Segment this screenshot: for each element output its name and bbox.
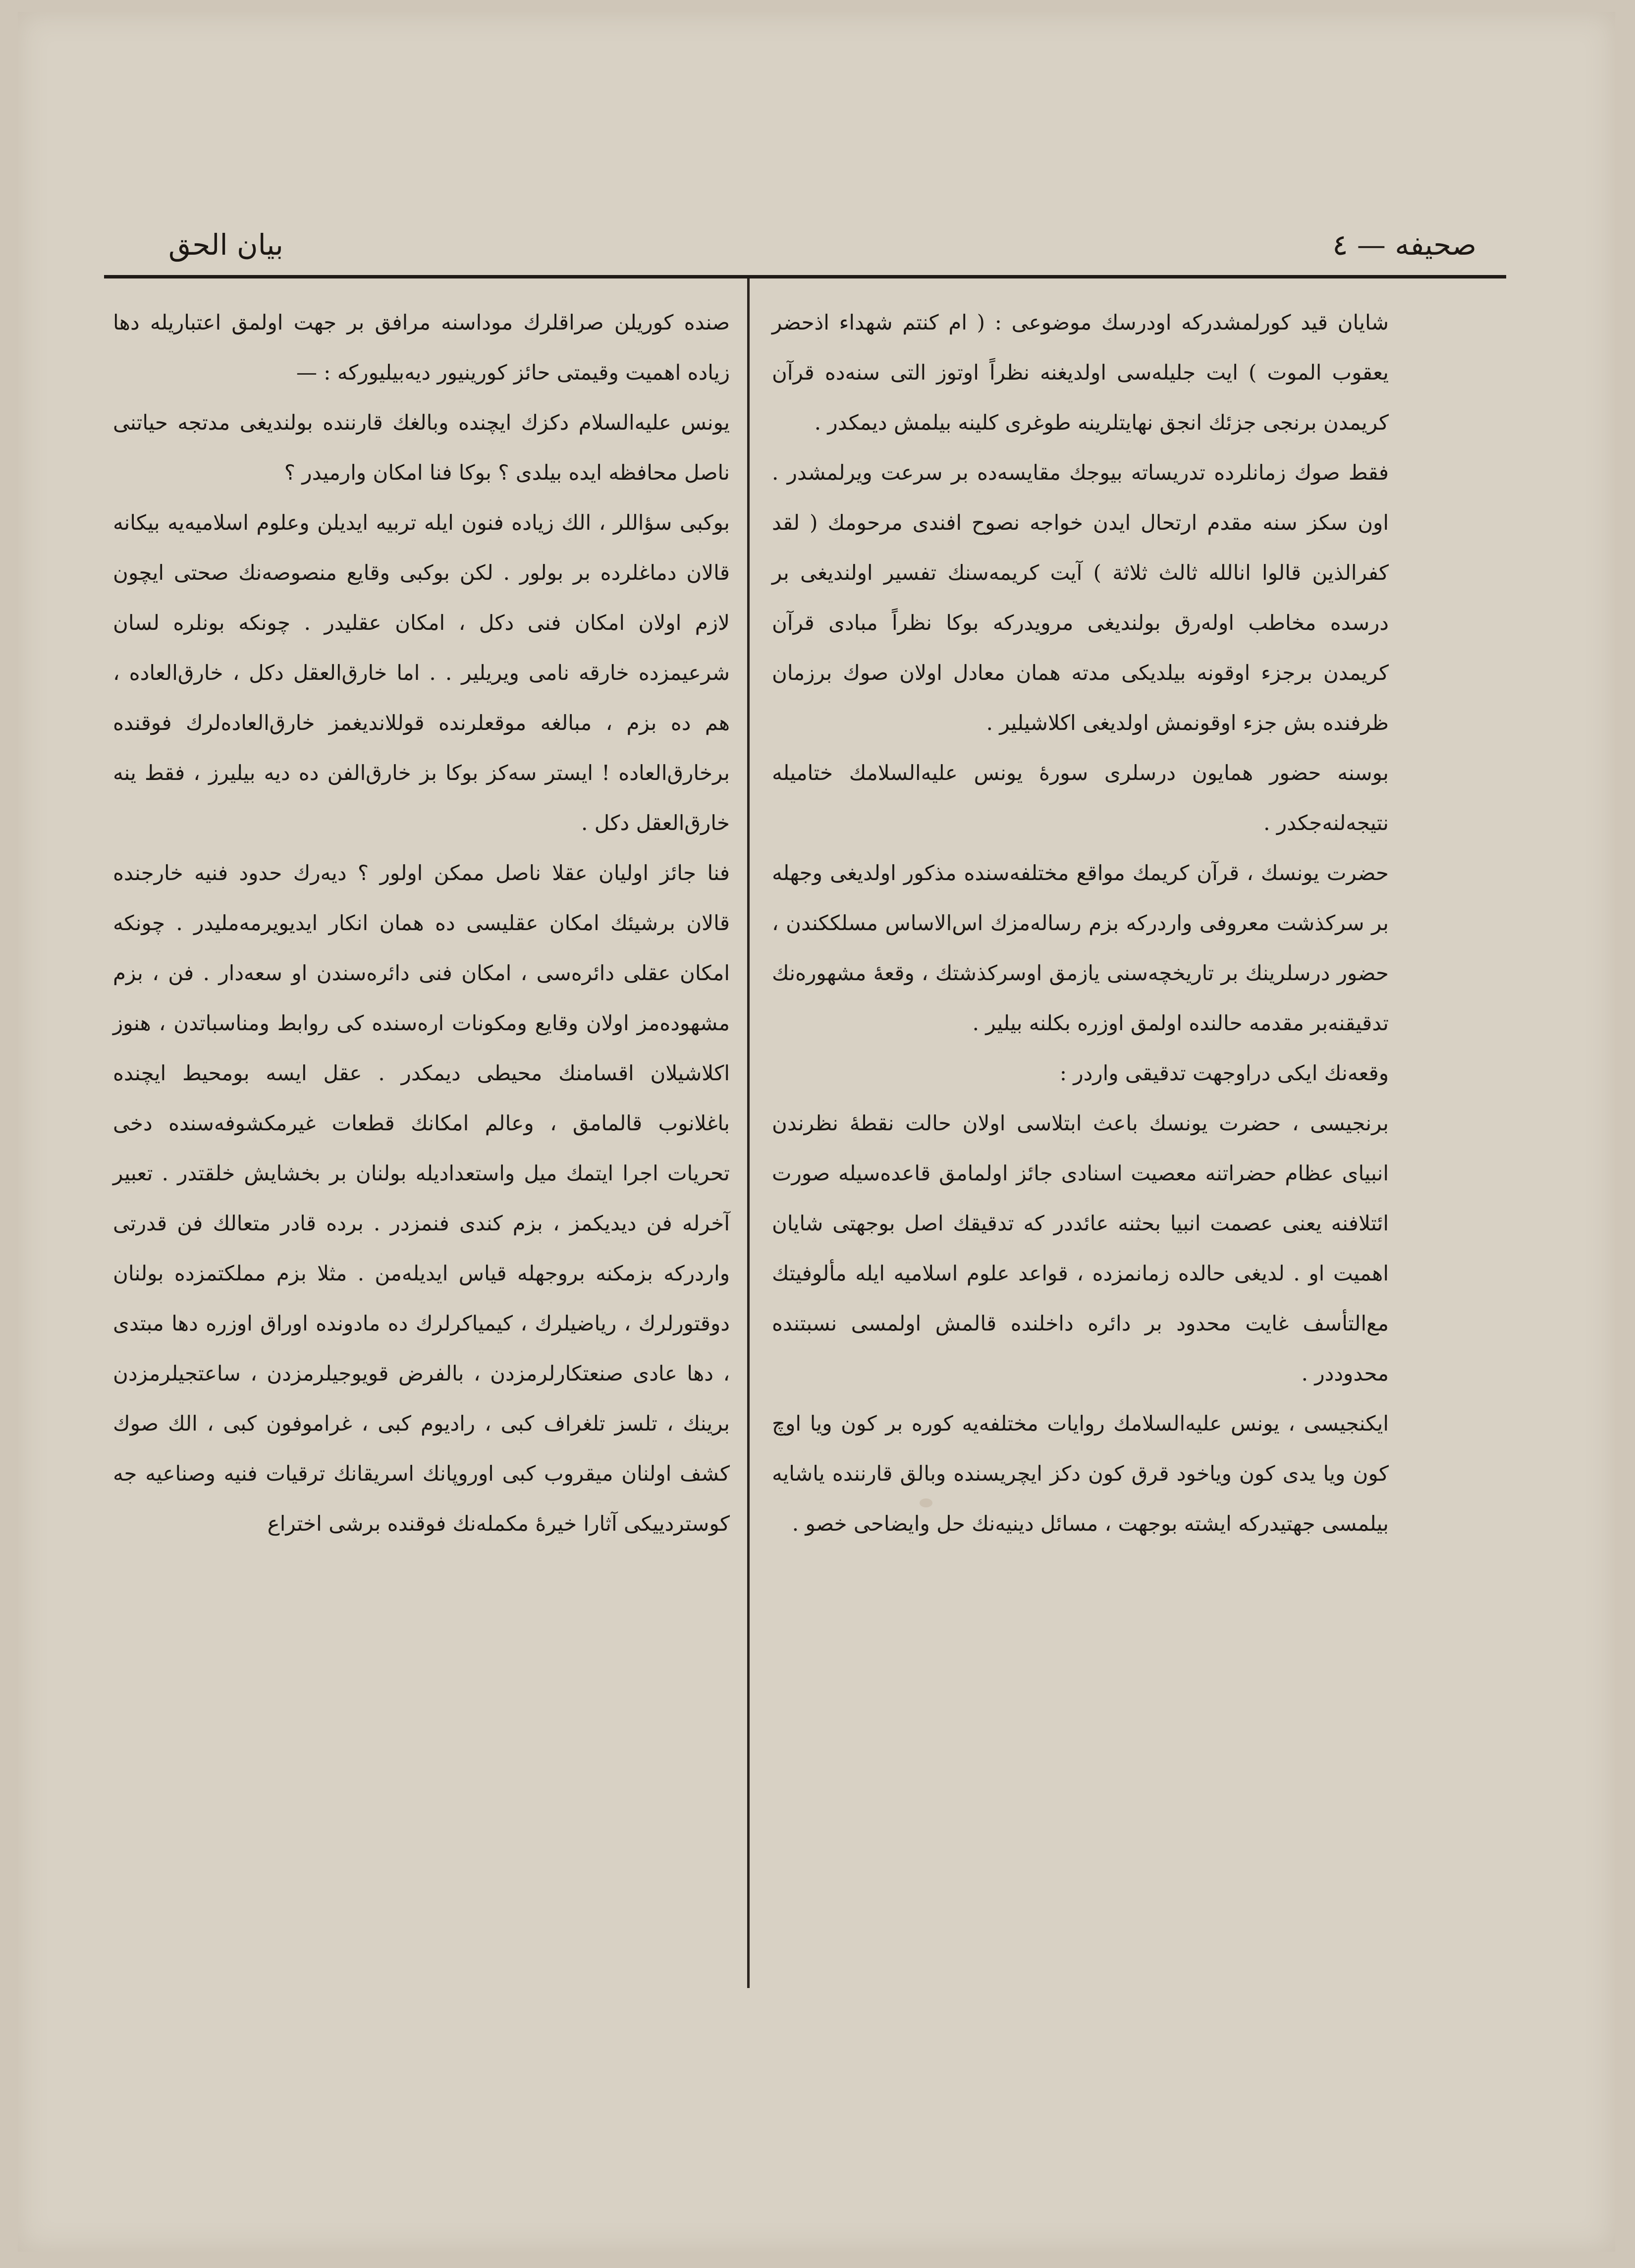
paragraph: حضرت يونسك ، قرآن كريمك مواقع مختلفه‌سنده مذكور اولديغى وجهله بر سركذشت معروفى واردركه بزم رساله‌مزك اس‌الاساس مسلككندن ، حضور درسلرينك بر تاريخچه‌سنى يازمق اوسركذشتك ، وقعهٔ مشهوره‌نك تدقيقنه‌بر مقدمه حالنده اولمق اوزره بكلنه بيلير . bbox=[772, 861, 1389, 1035]
publication-title: بيان الحق bbox=[168, 228, 283, 262]
paragraph: صنده كوريلن صراقلرك موداسنه مرافق بر جهت اولمق اعتباريله دها زياده اهميت وقيمتى حائز كورينيور ديه‌بيليوركه : — bbox=[113, 310, 730, 385]
paragraph: ايكنجيسى ، يونس عليه‌السلامك روايات مختلفه‌يه كوره بر كون ويا اوچ كون ويا يدى كون وياخود قرق كون دكز ايچريسنده وبالق قارننده ياشايه بيلمسى جهتيدركه ايشته بوجهت ، مسائل دينيه‌نك حل وايضاحى خصو . bbox=[772, 1411, 1389, 1536]
left-column bbox=[113, 297, 730, 1549]
paragraph: برنجيسى ، حضرت يونسك باعث ابتلاسى اولان حالت نقطهٔ نظرندن انبياى عظام حضراتنه معصيت اسنادى جائز اولمامق قاعده‌سيله صورت ائتلافنه يعنى عصمت انبيا بحثنه عائددر كه تدقيقك اصل بوجهتى شايان اهميت او . لديغى حالده زمانمزده ، قواعد علوم اسلاميه ايله مألوفيتك مع‌التأسف غايت محدود بر دائره داخلنده قالمش اولمسى نسبتنده محدوددر . bbox=[772, 1111, 1389, 1385]
paragraph: فقط صوك زمانلرده تدريساته بيوجك مقايسه‌ده بر سرعت ويرلمشدر . اون سكز سنه مقدم ارتحال ايدن خواجه نصوح افندى مرحومك ( لقد كفرالذين قالوا انالله ثالث ثلاثة ) آيت كريمه‌سنك تفسير اولنديغى بر درسده مخاطب اولەرق بولنديغى مرويدركه بوكا نظراً مبادى قرآن كريمدن برجزء اوقونه بيلديكى مدته همان معادل اولان صوك برزمان ظرفنده بش جزء اوقونمش اولديغى اكلاشيلير . bbox=[772, 460, 1389, 735]
paragraph: يونس عليه‌السلام دكزك ايچنده وبالغك قارننده بولنديغى مدتجه حياتنى ناصل محافظه ايده بيلدى ؟ بوكا فنا امكان وارميدر ؟ bbox=[113, 410, 730, 485]
page-number: صحيفه — ٤ bbox=[1332, 228, 1476, 262]
right-column bbox=[772, 297, 1389, 1549]
paragraph: بوسنه حضور همايون درسلرى سورهٔ يونس عليه‌السلامك ختاميله نتيجه‌لنه‌جكدر . bbox=[772, 761, 1389, 835]
page-header bbox=[104, 218, 1506, 273]
paragraph: فنا جائز اوليان عقلا ناصل ممكن اولور ؟ ديه‌رك حدود فنيه خارجنده قالان برشيئك امكان عقليسى ده همان انكار ايديويرمه‌مليدر . چونكه امكان عقلى دائره‌سى ، امكان فنى دائره‌سندن او سعه‌دار . فن ، بزم مشهوده‌مز اولان وقايع ومكونات ارەسنده كى روابط ومناسباتدن ، هنوز اكلاشيلان اقسامنك محيطى ديمكدر . عقل ايسه بومحيط ايچنده باغلانوب قالمامق ، وعالم امكانك قطعات غيرمكشوفه‌سنده دخى تحريات اجرا ايتمك ميل واستعداديله بولنان بر بخشايش خلقتدر . تعبير آخرله فن ديديكمز ، بزم كندى فنمزدر . برده قادر متعالك فن قدرتى واردركه بزمكنه بروجهله قياس ايديله‌من . مثلا بزم مملكتمزده بولنان دوقتورلرك ، رياضيلرك ، كيمياكرلرك ده مادونده اوراق اوزره دها مبتدى ، دها عادى صنعتكارلرمزدن ، بالفرض قويوجيلرمزدن ، ساعتجيلرمزدن برينك ، تلسز تلغراف كبى ، راديوم كبى ، غراموفون كبى ، الك صوك كشف اولنان ميقروب كبى اوروپانك اسريقانك ترقيات فنيه وصناعيه جه كوستردييكى آثارا خيرهٔ مكملەنك فوقنده برشى اختراع bbox=[113, 861, 730, 1536]
header-rule bbox=[104, 275, 1506, 278]
paragraph: بوكبى سؤاللر ، الك زياده فنون ايله تربيه ايديلن وعلوم اسلاميه‌يه بيكانه قالان دماغلرده بر بولور . لكن بوكبى وقايع منصوصه‌نك صحتى ايچون لازم اولان امكان فنى دكل ، امكان عقليدر . چونكه بونلره لسان شرعيمزده خارقه نامى ويريلير . . اما خارق‌العقل دكل ، خارق‌العاده ، هم ده بزم ، مبالغه موقعلرنده قوللانديغمز خارق‌العاده‌لرك فوقنده برخارق‌العاده ! ايستر سه‌كز بوكا بز خارق‌الفن ده ديه بيليرز ، فقط ينه خارق‌العقل دكل . bbox=[113, 510, 730, 835]
column-divider bbox=[747, 278, 750, 1988]
paragraph: وقعه‌نك ايكى دراوجهت تدقيقى واردر : bbox=[1059, 1061, 1389, 1085]
paragraph: شايان قيد كورلمشدركه اودرسك موضوعى : ( ام كنتم شهداء اذحضر يعقوب الموت ) ايت جليله‌سى اولديغنه نظراً اوتوز التى سنه‌ده قرآن كريمدن برنجى جزئك انجق نهايتلرينه طوغرى كلينه بيلمش ديمكدر . bbox=[772, 310, 1389, 435]
